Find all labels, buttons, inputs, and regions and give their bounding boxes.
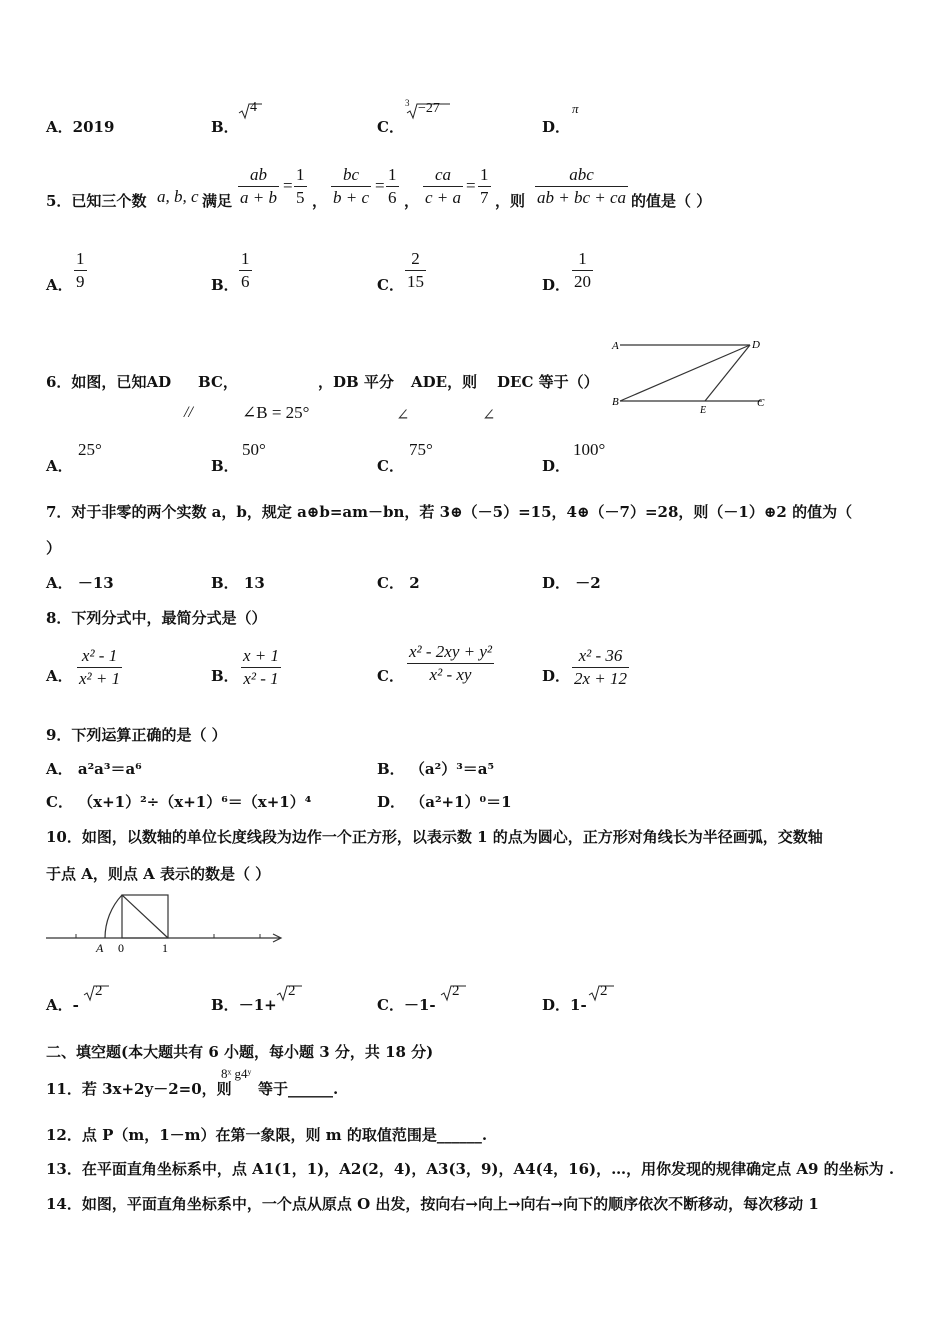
q10-option-b: B．－1+ — [211, 996, 277, 1014]
q7-option-d: D． －2 — [542, 574, 601, 592]
q5-eq-2: = — [375, 176, 385, 195]
q6-geometry-figure — [610, 336, 770, 416]
q8-option-c-fraction: $\frac{\text{x² - 2xy + y²}}{\text{x² - xy}}$ — [409, 642, 493, 684]
q10-option-a: A．- — [46, 996, 79, 1014]
point-a-label: A — [612, 340, 619, 352]
q5-eq-3: = — [466, 176, 476, 195]
q5-value-2: $\frac{1}{6}$ — [388, 165, 397, 207]
q8-option-a-label: A． — [46, 667, 73, 685]
q10-stem-line2: 于点 A，则点 A 表示的数是（ ） — [46, 865, 271, 883]
q7-option-b: B． 13 — [211, 574, 265, 592]
q4-option-c-index: 3 — [405, 98, 410, 108]
q11-suffix: 等于______. — [258, 1080, 339, 1098]
q10-option-d: D．1- — [542, 996, 587, 1014]
option-value: 2019 — [72, 118, 115, 136]
q5-option-c-label: C． — [377, 276, 404, 294]
q9-option-d: D． （a²+1）⁰＝1 — [377, 793, 512, 811]
q9-stem: 9．下列运算正确的是（ ） — [46, 726, 227, 744]
point-c-label: C — [757, 397, 765, 409]
q5-fraction-target: abc ab + bc + ca — [537, 165, 627, 207]
q6-option-a-label: A． — [46, 457, 73, 475]
q5-cond: 满足 — [202, 192, 233, 210]
q14-stem: 14．如图，平面直角坐标系中，一个点从原点 O 出发，按向右→向上→向右→向下的顺序依次不断移动，每次移动 1 — [46, 1195, 819, 1213]
q10-stem-line1: 10．如图，以数轴的单位长度线段为边作一个正方形，以表示数 1 的点为圆心，正方形对角线长为半径画弧，交数轴 — [46, 828, 823, 846]
q8-option-b-fraction: $\frac{x + 1}{\text{x² - 1}}$ — [243, 646, 280, 688]
q5-option-b-label: B． — [211, 276, 239, 294]
q4-option-d-value: π — [572, 101, 579, 116]
option-label: A． — [46, 118, 73, 136]
radius-arc — [105, 895, 122, 938]
q8-option-d-label: D． — [542, 667, 571, 685]
q10-option-a-root: 2 — [95, 983, 103, 999]
q5-option-c-fraction: $\frac{2}{15}$ — [407, 249, 424, 291]
q5-then: ，则 — [495, 192, 526, 210]
q10-number-line-figure — [44, 890, 284, 960]
tick-label-1: 1 — [162, 941, 168, 955]
q4-option-c-label: C． — [377, 118, 404, 136]
q6-option-b-label: B． — [211, 457, 239, 475]
section-2-heading: 二、填空题(本大题共有 6 小题，每小题 3 分，共 18 分) — [46, 1043, 434, 1061]
q6-angle-symbol-2: ∠ — [482, 407, 496, 424]
point-b-label: B — [612, 396, 619, 408]
tick-label-0: 0 — [118, 941, 124, 955]
q6-part2: BC， — [198, 373, 238, 391]
q8-option-d-fraction: $\frac{\text{x² - 36}}{2x + 12}$ — [574, 646, 628, 688]
q10-option-c: C．－1- — [377, 996, 436, 1014]
q5-option-a-fraction: $\frac{1}{9}$ — [76, 249, 85, 291]
q6-part3: ，DB 平分 — [318, 373, 394, 391]
q11-prefix: 11．若 3x+2y－2=0，则 — [46, 1080, 232, 1098]
q8-option-b-label: B． — [211, 667, 239, 685]
q4-option-b-label: B． — [211, 118, 239, 136]
q6-angle-symbol-1: ∠ — [396, 407, 410, 424]
q6-part1: 6．如图，已知AD — [46, 373, 172, 391]
point-d-label: D — [752, 339, 760, 351]
q5-fraction-ca: $\frac{ca}{c + a}$ — [425, 165, 462, 207]
point-a-label: A — [96, 941, 104, 955]
q5-option-d-fraction: $\frac{1}{20}$ — [574, 249, 591, 291]
q5-option-d-label: D． — [542, 276, 571, 294]
q5-prefix: 5．已知三个数 — [46, 192, 147, 210]
q6-option-a-value: 25° — [78, 440, 102, 459]
q7-option-c: C． 2 — [377, 574, 420, 592]
q6-option-c-value: 75° — [409, 440, 433, 459]
q11-expression: 8ˣ g4ʸ — [221, 1066, 252, 1081]
q4-option-a — [46, 116, 114, 137]
q7-stem-line2: ） — [46, 539, 62, 557]
q4-option-c-value: −27 — [418, 101, 440, 116]
q6-option-d-value: 100° — [573, 440, 606, 459]
q5-value-1: $\frac{1}{5}$ — [296, 165, 305, 207]
q4-option-d-label: D． — [542, 118, 571, 136]
q5-fraction-bc: $\frac{bc}{b + c}$ — [333, 165, 370, 207]
q9-option-b: B． （a²）³＝a⁵ — [377, 760, 495, 778]
q9-option-a: A． a²a³＝a⁶ — [46, 760, 142, 778]
q6-option-d-label: D． — [542, 457, 571, 475]
q5-value-3: $\frac{1}{7}$ — [480, 165, 489, 207]
q5-fraction-ab: $\frac{ab}{a + b}$ — [240, 165, 277, 207]
q10-option-c-root: 2 — [452, 983, 460, 999]
q12-stem: 12．点 P（m，1－m）在第一象限，则 m 的取值范围是______. — [46, 1126, 488, 1144]
q10-option-b-root: 2 — [288, 983, 296, 999]
q5-eq-1: = — [283, 176, 293, 195]
q6-part5: DEC 等于（） — [497, 373, 599, 391]
q6-parallel-symbol: // — [184, 404, 193, 421]
q6-angle-b: ∠B = 25° — [242, 403, 310, 422]
line-de — [705, 345, 750, 401]
q5-comma-1: ， — [312, 192, 328, 210]
q8-option-c-label: C． — [377, 667, 404, 685]
q4-option-b-value: 4 — [250, 100, 257, 115]
q6-option-c-label: C． — [377, 457, 404, 475]
q7-stem-line1: 7．对于非零的两个实数 a，b，规定 a⊕b=am－bn，若 3⊕（－5）=15，4⊕（－7）=28，则（－1）⊕2 的值为（ — [46, 503, 853, 521]
q10-option-d-root: 2 — [600, 983, 608, 999]
q5-comma-2: ， — [404, 192, 420, 210]
q5-option-b-fraction: $\frac{1}{6}$ — [241, 249, 250, 291]
q8-stem: 8．下列分式中，最简分式是（） — [46, 609, 267, 627]
q8-option-a-fraction: $\frac{\text{x² - 1}}{\text{x² + 1}}$ — [79, 646, 121, 688]
q5-vars: a, b, c — [157, 187, 199, 206]
q5-option-a-label: A． — [46, 276, 73, 294]
q6-option-b-value: 50° — [242, 440, 266, 459]
q6-part4: ADE，则 — [411, 373, 478, 391]
q7-option-a: A． －13 — [46, 574, 114, 592]
q13-stem: 13．在平面直角坐标系中，点 A1(1，1)，A2(2，4)，A3(3，9)，A4(4，16)，…，用你发现的规律确定点 A9 的坐标为 . — [46, 1160, 895, 1178]
square-diagonal — [122, 895, 168, 938]
line-bd — [620, 345, 750, 401]
point-e-label: E — [700, 405, 707, 416]
q5-suffix: 的值是（ ） — [631, 192, 712, 210]
q9-option-c: C． （x+1）²÷（x+1）⁶＝（x+1）⁴ — [46, 793, 312, 811]
